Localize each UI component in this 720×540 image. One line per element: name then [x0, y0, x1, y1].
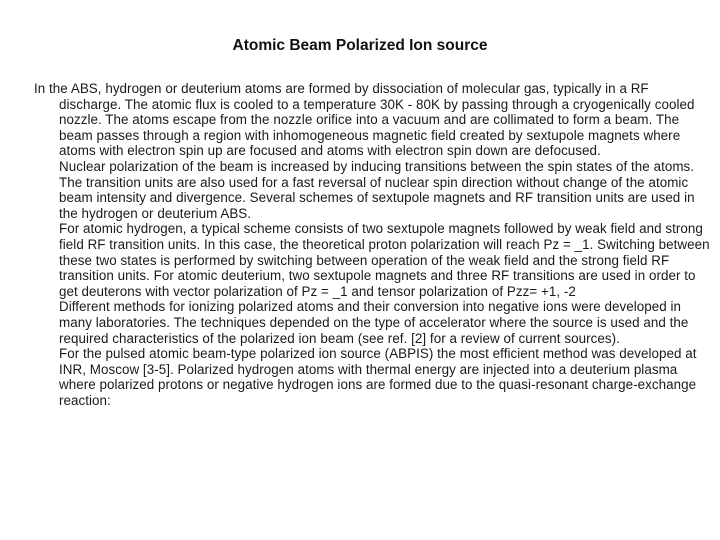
- paragraph-ionizing-methods: Different methods for ionizing polarized atoms and their conversion into negative ions were developed in many laboratories. The techniques depended on the type of accelerator where the source is used and the required characteristics of the polarized ion beam (see ref. [2] for a review of current sources).: [59, 299, 689, 346]
- paragraph-abpis: For the pulsed atomic beam-type polarized ion source (ABPIS) the most efficient method was developed at INR, Moscow [3-5]. Polarized hydrogen atoms with thermal energy are injected into a deuterium plasma where polarized protons or negative hydrogen ions are formed due to the quasi-resonant charge-exchange reaction:: [59, 346, 697, 408]
- page-title: Atomic Beam Polarized Ion source: [232, 37, 488, 54]
- paragraph-abs-intro: In the ABS, hydrogen or deuterium atoms are formed by dissociation of molecular gas, typically in a RF discharge. The atomic flux is cooled to a temperature 30K - 80K by passing through a cryogenically cooled nozzle. The atoms escape from the nozzle orifice into a vacuum and are collimated to form a beam. The beam passes through a region with inhomogeneous magnetic field created by sextupole magnets where atoms with electron spin up are focused and atoms with electron spin down are defocused.: [34, 81, 695, 159]
- paragraph-nuclear-polarization: Nuclear polarization of the beam is increased by inducing transitions between the spin states of the atoms. The transition units are also used for a fast reversal of nuclear spin direction without change of the atomic beam intensity and divergence. Several schemes of sextupole magnets and RF transition units are used in the hydrogen or deuterium ABS.: [59, 158, 695, 221]
- paragraph-atomic-hydrogen: For atomic hydrogen, a typical scheme consists of two sextupole magnets followed by weak field and strong field RF transition units. In this case, the theoretical proton polarization will reach Pz = _1. Switching between these two states is performed by switching between operation of the weak field and the strong field RF transition units. For atomic deuterium, two sextupole magnets and three RF transitions are used in order to get deuterons with vector polarization of Pz = _1 and tensor polarization of Pzz= +1, -2: [59, 221, 710, 299]
- body-text: [34, 81, 712, 408]
